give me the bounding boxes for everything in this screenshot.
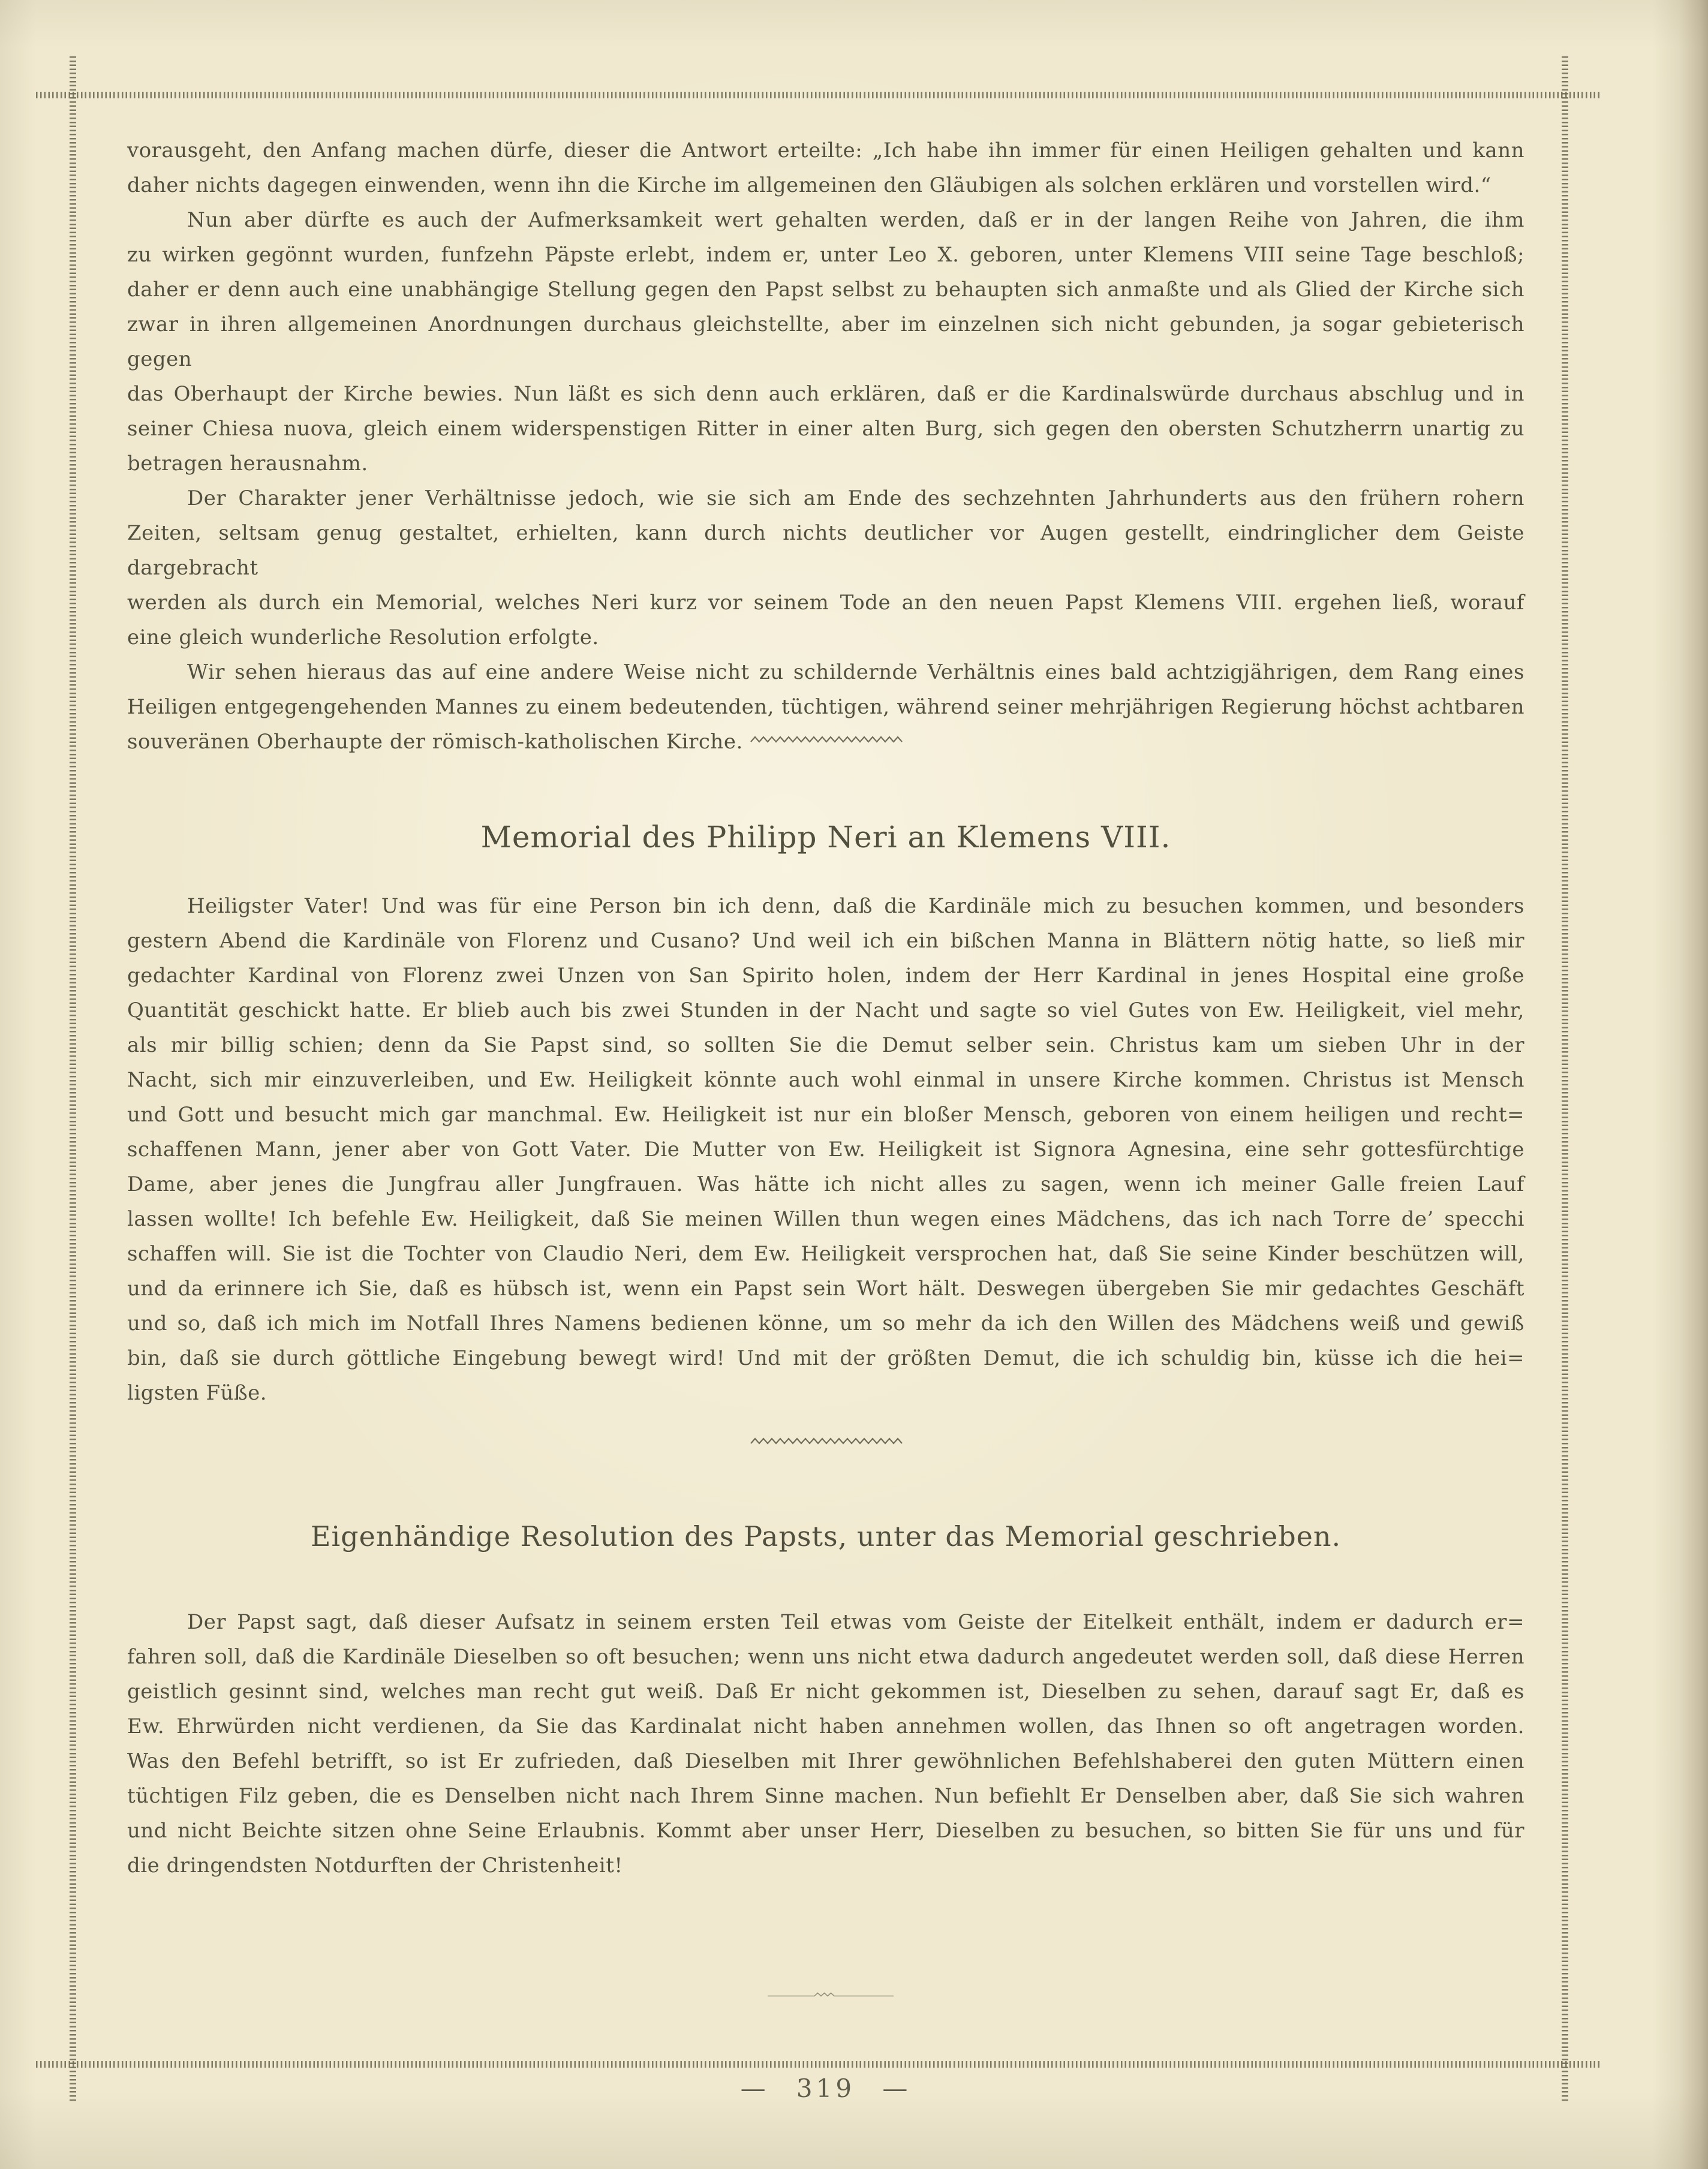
text-line: souveränen Oberhaupte der römisch-katholischen Kirche. [127,730,743,754]
tailpiece-divider [768,1991,894,2002]
line-squiggle-ornament-icon [768,1991,894,2000]
text-line: Heiligster Vater! Und was für eine Person bin ich denn, daß die Kardinäle mich zu besuchen kommen, und besonders [187,894,1524,918]
text-line: lassen wollte! Ich befehle Ew. Heiligkeit, daß Sie meinen Willen thun wegen eines Mädchens, das ich nach Torre de’ specchi [127,1207,1524,1231]
text-line: schaffenen Mann, jener aber von Gott Vater. Die Mutter von Ew. Heiligkeit ist Signora Agnesina, eine sehr gottesfürchtige [127,1138,1524,1162]
text-line: Nacht, sich mir einzuverleiben, und Ew. Heiligkeit könnte auch wohl einmal in unsere Kirche kommen. Christus ist Mensch [127,1068,1524,1092]
paragraph [127,481,1524,655]
memorial-title: Memorial des Philipp Neri an Klemens VIII. [480,820,1171,855]
text-line: als mir billig schien; denn da Sie Papst sind, so sollten Sie die Demut selber sein. Christus kam um sieben Uhr in der [127,1033,1524,1057]
text-line: ligsten Füße. [127,1381,267,1405]
text-line: Ew. Ehrwürden nicht verdienen, da Sie das Kardinalat nicht haben annehmen wollen, das Ihnen so oft angetragen worden. [127,1714,1524,1738]
text-line: seiner Chiesa nuova, gleich einem widerspenstigen Ritter in einer alten Burg, sich gegen den obersten Schutzherrn unartig zu [127,417,1524,441]
text-line: das Oberhaupt der Kirche bewies. Nun läßt es sich denn auch erklären, daß er die Kardinalswürde durchaus abschlug und in [127,382,1524,406]
text-line: Der Charakter jener Verhältnisse jedoch, wie sie sich am Ende des sechzehnten Jahrhunderts aus den frühern rohern [187,486,1524,510]
frame-bottom-rule [36,2061,1601,2068]
text-line: daher nichts dagegen einwenden, wenn ihn die Kirche im allgemeinen den Gläubigen als solchen erklären und vorstellen wird.“ [127,173,1492,197]
paragraph [127,133,1524,203]
text-line: gestern Abend die Kardinäle von Florenz und Cusano? Und weil ich ein bißchen Manna in Blättern nötig hatte, so ließ mir [127,929,1524,953]
text-line: gedachter Kardinal von Florenz zwei Unzen von San Spirito holen, indem der Herr Kardinal in jenes Hospital eine große [127,964,1524,988]
paragraph [127,889,1524,1410]
text-line: zwar in ihren allgemeinen Anordnungen durchaus gleichstellte, aber im einzelnen sich nicht gebunden, ja sogar gebieterisch gegen [127,312,1524,371]
text-line: daher er denn auch eine unabhängige Stellung gegen den Papst selbst zu behaupten sich anmaßte und als Glied der Kirche sich [127,278,1524,302]
memorial-section [127,889,1524,1410]
squiggle-divider [750,1437,912,1449]
squiggle-divider [750,735,912,747]
text-line: und so, daß ich mich im Notfall Ihres Namens bedienen könne, um so mehr da ich den Willen des Mädchens weiß und gewiß [127,1311,1524,1335]
text-line: Quantität geschickt hatte. Er blieb auch bis zwei Stunden in der Nacht und sagte so viel Gutes von Ew. Heiligkeit, viel mehr, [127,998,1524,1022]
text-line: zu wirken gegönnt wurden, funfzehn Päpste erlebt, indem er, unter Leo X. geboren, unter Klemens VIII seine Tage beschloß; [127,243,1524,267]
text-line: Zeiten, seltsam genug gestaltet, erhielten, kann durch nichts deutlicher vor Augen gestellt, eindringlicher dem Geiste dargebracht [127,521,1524,580]
text-line: Nun aber dürfte es auch der Aufmerksamkeit wert gehalten werden, daß er in der langen Reihe von Jahren, die ihm [187,208,1524,232]
text-line: schaffen will. Sie ist die Tochter von Claudio Neri, dem Ew. Heiligkeit versprochen hat, daß Sie seine Kinder beschützen will, [127,1242,1524,1266]
text-line: die dringendsten Notdurften der Christenheit! [127,1854,623,1878]
text-line: bin, daß sie durch göttliche Eingebung bewegt wird! Und mit der größten Demut, die ich schuldig bin, küsse ich die hei= [127,1346,1524,1370]
text-line: geistlich gesinnt sind, welches man recht gut weiß. Daß Er nicht gekommen ist, Dieselben zu sehen, darauf sagt Er, daß es [127,1680,1524,1704]
text-line: eine gleich wunderliche Resolution erfolgte. [127,625,599,649]
frame-top-rule [36,92,1601,98]
text-line: vorausgeht, den Anfang machen dürfe, dieser die Antwort erteilte: „Ich habe ihn immer für einen Heiligen gehalten und kann [127,139,1524,163]
text-line: werden als durch ein Memorial, welches Neri kurz vor seinem Tode an den neuen Papst Klemens VIII. ergehen ließ, worauf [127,591,1524,615]
text-line: fahren soll, daß die Kardinäle Dieselben so oft besuchen; wenn uns nicht etwa dadurch angedeutet werden soll, daß diese Herren [127,1645,1524,1669]
text-line: Wir sehen hieraus das auf eine andere Weise nicht zu schildernde Verhältnis eines bald achtzigjährigen, dem Rang eines [187,660,1524,684]
resolution-title: Eigenhändige Resolution des Papsts, unter das Memorial geschrieben. [310,1520,1342,1553]
paragraph [127,1605,1524,1883]
paragraph [127,203,1524,481]
intro-section [127,133,1524,759]
text-line: Der Papst sagt, daß dieser Aufsatz in seinem ersten Teil etwas vom Geiste der Eitelkeit enthält, indem er dadurch er= [187,1610,1524,1634]
text-line: und da erinnere ich Sie, daß es hübsch ist, wenn ein Papst sein Wort hält. Deswegen übergeben Sie mir gedachtes Geschäft [127,1277,1524,1301]
text-line: Was den Befehl betrifft, so ist Er zufrieden, daß Dieselben mit Ihrer gewöhnlichen Befehlshaberei den guten Müttern einen [127,1749,1524,1773]
frame-left-rule [70,56,76,2102]
frame-right-rule [1562,56,1568,2102]
zigzag-ornament-icon [750,735,912,745]
text-line: Dame, aber jenes die Jungfrau aller Jungfrauen. Was hätte ich nicht alles zu sagen, wenn ich meiner Galle freien Lauf [127,1172,1524,1196]
text-line: betragen herausnahm. [127,452,368,476]
text-line: tüchtigen Filz geben, die es Denselben nicht nach Ihrem Sinne machen. Nun befiehlt Er Denselben aber, daß Sie sich wahren [127,1784,1524,1808]
zigzag-ornament-icon [750,1437,912,1446]
page-number: — 319 — [740,2074,912,2103]
text-line: und nicht Beichte sitzen ohne Seine Erlaubnis. Kommt aber unser Herr, Dieselben zu besuchen, so bitten Sie für uns und für [127,1819,1524,1843]
text-line: und Gott und besucht mich gar manchmal. Ew. Heiligkeit ist nur ein bloßer Mensch, geboren von einem heiligen und recht= [127,1103,1524,1127]
resolution-section [127,1605,1524,1883]
text-line: Heiligen entgegengehenden Mannes zu einem bedeutenden, tüchtigen, während seiner mehrjährigen Regierung höchst achtbaren [127,695,1524,719]
